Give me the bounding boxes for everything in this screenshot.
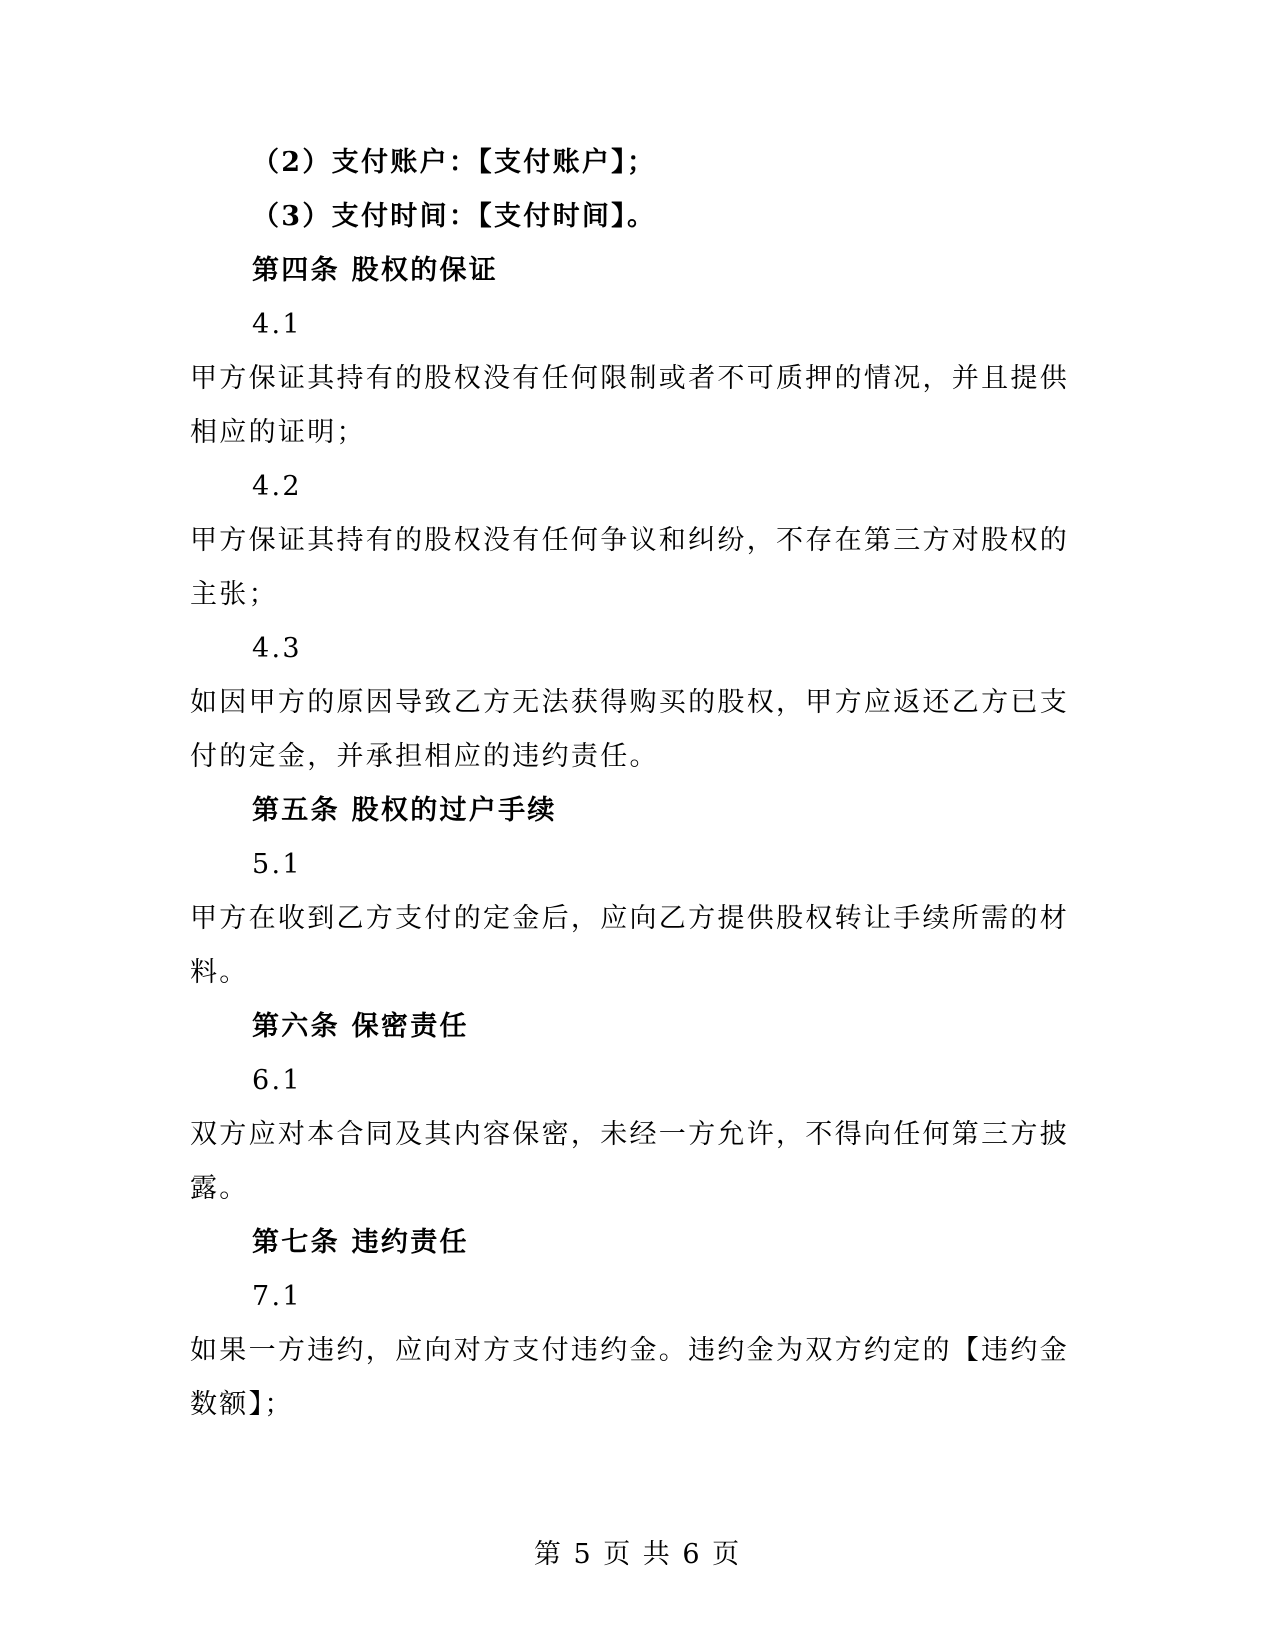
clause-4-3-text-cont: 付的定金，并承担相应的违约责任。 <box>190 741 659 772</box>
clause-7-1-number: 7.1 <box>252 1281 302 1312</box>
article-6-heading: 第六条 保密责任 <box>252 1011 469 1042</box>
clause-4-1-text: 甲方保证其持有的股权没有任何限制或者不可质押的情况，并且提供 <box>190 363 1069 394</box>
payment-time-item: （3）支付时间：【支付时间】。 <box>252 201 657 232</box>
clause-5-1-text-cont: 料。 <box>190 957 249 988</box>
clause-4-1-number: 4.1 <box>252 309 302 340</box>
clause-4-2-number: 4.2 <box>252 471 302 502</box>
clause-7-1-text: 如果一方违约，应向对方支付违约金。违约金为双方约定的【违约金 <box>190 1335 1069 1366</box>
article-4-heading: 第四条 股权的保证 <box>252 255 499 286</box>
clause-6-1-text: 双方应对本合同及其内容保密，未经一方允许，不得向任何第三方披 <box>190 1119 1069 1150</box>
clause-4-2-text-cont: 主张； <box>190 579 278 610</box>
clause-4-3-text: 如因甲方的原因导致乙方无法获得购买的股权，甲方应返还乙方已支 <box>190 687 1069 718</box>
article-5-heading: 第五条 股权的过户手续 <box>252 795 557 826</box>
page-number-footer: 第 5 页 共 6 页 <box>533 1539 742 1570</box>
clause-4-1-text-cont: 相应的证明； <box>190 417 366 448</box>
clause-6-1-text-cont: 露。 <box>190 1173 249 1204</box>
article-7-heading: 第七条 违约责任 <box>252 1227 469 1258</box>
clause-7-1-text-cont: 数额】； <box>190 1389 294 1420</box>
clause-5-1-number: 5.1 <box>252 849 302 880</box>
clause-5-1-text: 甲方在收到乙方支付的定金后，应向乙方提供股权转让手续所需的材 <box>190 903 1069 934</box>
clause-6-1-number: 6.1 <box>252 1065 302 1096</box>
clause-4-2-text: 甲方保证其持有的股权没有任何争议和纠纷，不存在第三方对股权的 <box>190 525 1069 556</box>
clause-4-3-number: 4.3 <box>252 633 302 664</box>
payment-account-item: （2）支付账户：【支付账户】； <box>252 147 657 178</box>
